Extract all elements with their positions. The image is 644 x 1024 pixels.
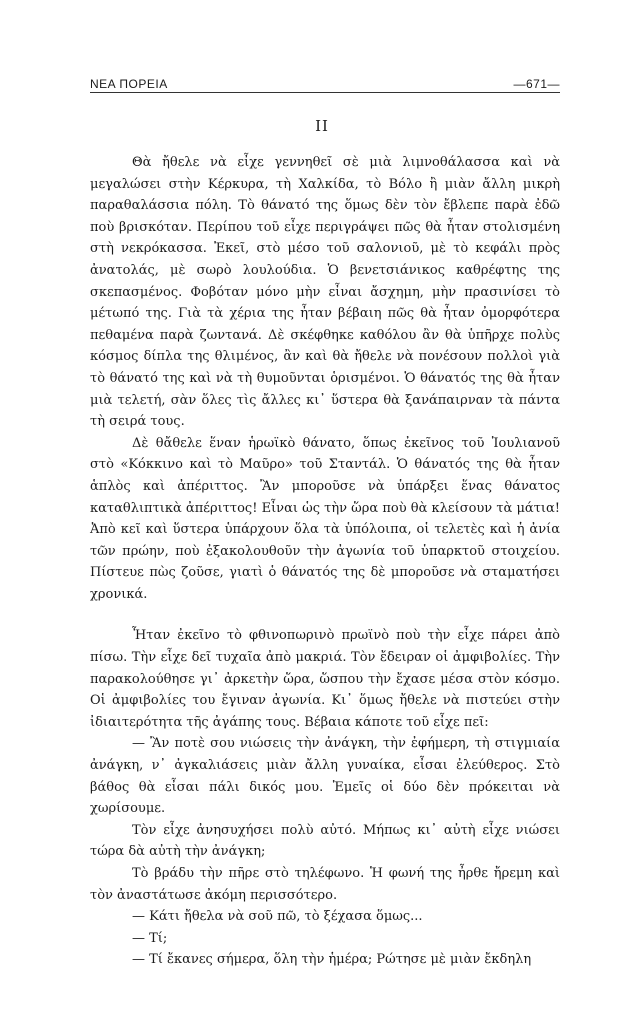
- paragraph: Θὰ ἤθελε νὰ εἶχε γεννηθεῖ σὲ μιὰ λιμνοθάλασσα καὶ νὰ μεγαλώσει στὴν Κέρκυρα, τὴ Χαλκίδα, τὸ Βόλο ἢ μιὰν ἄλλη μικρὴ παραθαλάσσια πόλη. Τὸ θάνατό της ὅμως δὲν τὸν ἔβλεπε παρὰ ἐδῶ ποὺ βρισκόταν. Περίπου τοῦ εἶχε περιγράψει πῶς θὰ ἦταν στολισμένη στὴ νεκρόκασσα. Ἐκεῖ, στὸ μέσο τοῦ σαλονιοῦ, μὲ τὸ κεφάλι πρὸς ἀνατολάς, μὲ σωρὸ λουλούδια. Ὁ βενετσιάνικος καθρέφτης της σκεπασμένος. Φοβόταν μόνο μὴν εἶναι ἄσχημη, μὴν πρασινίσει τὸ μέτωπό της. Γιὰ τὰ χέρια της ἦταν βέβαιη πῶς θὰ ἦταν ὀμορφότερα πεθαμένα παρὰ ζωντανά. Δὲ σκέφθηκε καθόλου ἂν θὰ ὑπῆρχε πολὺς κόσμος δίπλα της θλιμένος, ἂν καὶ θὰ ἤθελε νὰ πονέσουν πολλοὶ γιὰ τὸ θάνατό της καὶ νὰ τὴ θυμοῦνται ὁρισμένοι. Ὁ θάνατός της θὰ ἦταν μιὰ τελετή, σὰν ὅλες τὶς ἄλλες κι᾽ ὕστερα θὰ ξανάπαιρναν τὰ πάντα τὴ σειρά τους.: [90, 155, 560, 430]
- page-number: —671—: [513, 77, 560, 91]
- dialog-line: — Τί ἔκανες σήμερα, ὅλη τὴν ἡμέρα; Ρώτησε μὲ μιὰν ἔκδηλη: [132, 952, 532, 968]
- journal-title: ΝΕΑ ΠΟΡΕΙΑ: [90, 77, 168, 91]
- dialog-line: — Ἂν ποτὲ σου νιώσεις τὴν ἀνάγκη, τὴν ἐφήμερη, τὴ στιγμιαία ἀνάγκη, ν᾽ ἀγκαλιάσεις μιὰν ἄλλη γυναίκα, εἶσαι ἐλεύθερος. Στὸ βάθος θὰ εἶσαι πάλι δικός μου. Ἐμεῖς οἱ δύο δὲν πρόκειται νὰ χωρίσουμε.: [90, 736, 560, 817]
- dialog-line: — Τί;: [132, 930, 168, 946]
- section-break: [90, 605, 560, 625]
- header-rule: [90, 92, 560, 93]
- body-text: [90, 152, 560, 971]
- paragraph: Τὸν εἶχε ἀνησυχήσει πολὺ αὐτό. Μήπως κι᾽ αὐτὴ εἶχε νιώσει τώρα δὰ αὐτὴ τὴν ἀνάγκη;: [90, 822, 560, 860]
- paragraph: Τὸ βράδυ τὴν πῆρε στὸ τηλέφωνο. Ἡ φωνή της ἦρθε ἤρεμη καὶ τὸν ἀναστάτωσε ἀκόμη περισσότερο.: [90, 866, 560, 903]
- paragraph: Ἦταν ἐκεῖνο τὸ φθινοπωρινὸ πρωϊνὸ ποὺ τὴν εἶχε πάρει ἀπὸ πίσω. Τὴν εἶχε δεῖ τυχαῖα ἀπὸ μακριά. Τὸν ἔδειραν οἱ ἀμφιβολίες. Τὴν παρακολούθησε γι᾽ ἀρκετὴν ὥρα, ὥσπου τὴν ἔχασε μέσα στὸν κόσμο. Οἱ ἀμφιβολίες του ἔγιναν ἀγωνία. Κι᾽ ὅμως ἤθελε νὰ πιστεύει στὴν ἰδιαιτερότητα τῆς ἀγάπης τους. Βέβαια κάποτε τοῦ εἶχε πεῖ:: [90, 628, 560, 730]
- section-heading: II: [315, 117, 329, 135]
- running-header: [90, 77, 560, 91]
- paragraph: Δὲ θἄθελε ἕναν ἡρωϊκὸ θάνατο, ὅπως ἐκεῖνος τοῦ Ἰουλιανοῦ στὸ «Κόκκινο καὶ τὸ Μαῦρο» τοῦ Σταντάλ. Ὁ θάνατός της θὰ ἦταν ἁπλὸς καὶ ἀπέριττος. Ἂν μποροῦσε νὰ ὑπάρξει ἕνας θάνατος καταθλιπτικὰ ἀπέριττος! Εἶναι ὡς τὴν ὥρα ποὺ θὰ κλείσουν τὰ μάτια! Ἀπὸ κεῖ καὶ ὕστερα ὑπάρχουν ὅλα τὰ ὑπόλοιπα, οἱ τελετὲς καὶ ἡ ἀνία τῶν πρώην, ποὺ ἐξακολουθοῦν τὴν ἀγωνία τοῦ ὑπαρκτοῦ στοιχείου. Πίστευε πὼς ζοῦσε, γιατὶ ὁ θάνατός της δὲ μποροῦσε νὰ σταματήσει χρονικά.: [90, 435, 560, 602]
- dialog-line: — Κάτι ἤθελα νὰ σοῦ πῶ, τὸ ξέχασα ὅμως...: [132, 909, 423, 925]
